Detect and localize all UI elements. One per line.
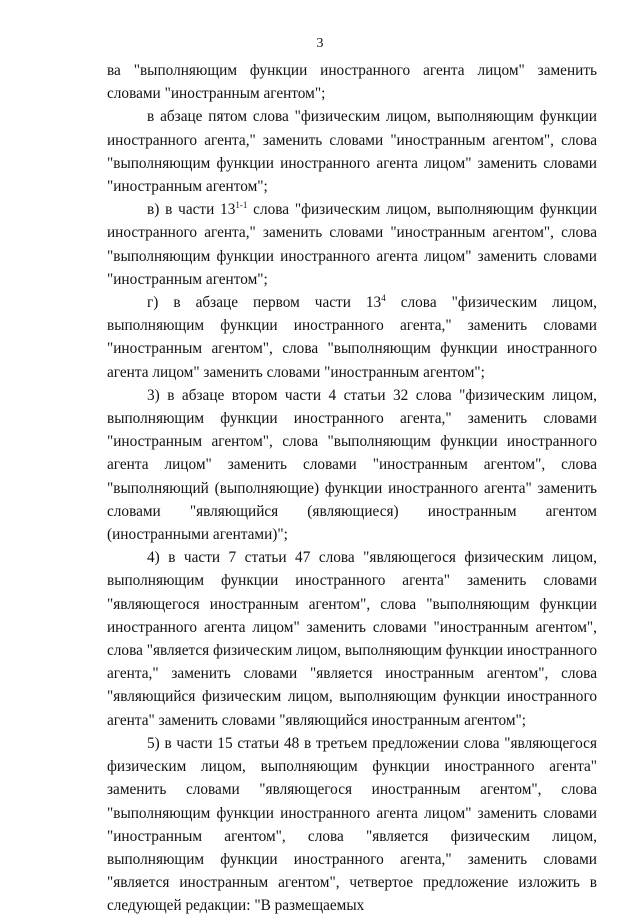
paragraph-continuation: ва "выполняющим функции иностранного агента лицом" заменить словами "иностранным агентом"; <box>107 62 597 103</box>
paragraph-item-3: 3) в абзаце втором части 4 статьи 32 слова "физическим лицом, выполняющим функции иностранного агента," заменить словами "иностранным агентом", слова "выполняющим функции иностранного агента лицом" заменить словами "иностранным агентом", слова "выполняющий (выполняющие) функции иностранного агента" заменить словами "являющийся (являющиеся) иностранным агентом (иностранными агентами)"; <box>107 386 597 544</box>
page-number: 3 <box>316 36 324 51</box>
paragraph-item-5: 5) в части 15 статьи 48 в третьем предложении слова "являющегося физическим лицом, выполняющим функции иностранного агента" заменить словами "являющегося иностранным агентом", слова "выполняющим функции иностранного агента лицом" заменить словами "иностранным агентом", слова "является физическим лицом, выполняющим функции иностранного агента," заменить словами "является иностранным агентом", четвертое предложение изложить в следующей редакции: "В размещаемых <box>107 734 597 915</box>
superscript-index: 1-1 <box>235 200 248 211</box>
document-body <box>107 59 597 918</box>
paragraph-item-v <box>107 198 597 291</box>
paragraph-item-v-rest: слова "физическим лицом, выполняющим функции иностранного агента," заменить словами "иностранным агентом", слова "выполняющим функции иностранного агента лицом" заменить словами "иностранным агентом"; <box>107 201 598 288</box>
paragraph-item-v-lead: в) в части 13 <box>147 201 236 219</box>
superscript-index: 4 <box>381 293 386 304</box>
paragraph-item-g-lead: г) в абзаце первом части 13 <box>147 294 382 312</box>
paragraph-abzats-5: в абзаце пятом слова "физическим лицом, выполняющим функции иностранного агента," заменить словами "иностранным агентом", слова "выполняющим функции иностранного агента лицом" заменить словами "иностранным агентом"; <box>107 108 597 196</box>
paragraph-item-g <box>107 291 597 384</box>
paragraph-item-g-rest: слова "физическим лицом, выполняющим функции иностранного агента," заменить словами "иностранным агентом", слова "выполняющим функции иностранного агента лицом" заменить словами "иностранным агентом"; <box>107 294 598 381</box>
paragraph-item-4: 4) в части 7 статьи 47 слова "являющегося физическим лицом, выполняющим функции иностранного агента" заменить словами "являющегося иностранным агентом", слова "выполняющим функции иностранного агента лицом" заменить словами "иностранным агентом", слова "является физическим лицом, выполняющим функции иностранного агента," заменить словами "является иностранным агентом", слова "являющийся физическим лицом, выполняющим функции иностранного агента" заменить словами "являющийся иностранным агентом"; <box>107 549 597 729</box>
